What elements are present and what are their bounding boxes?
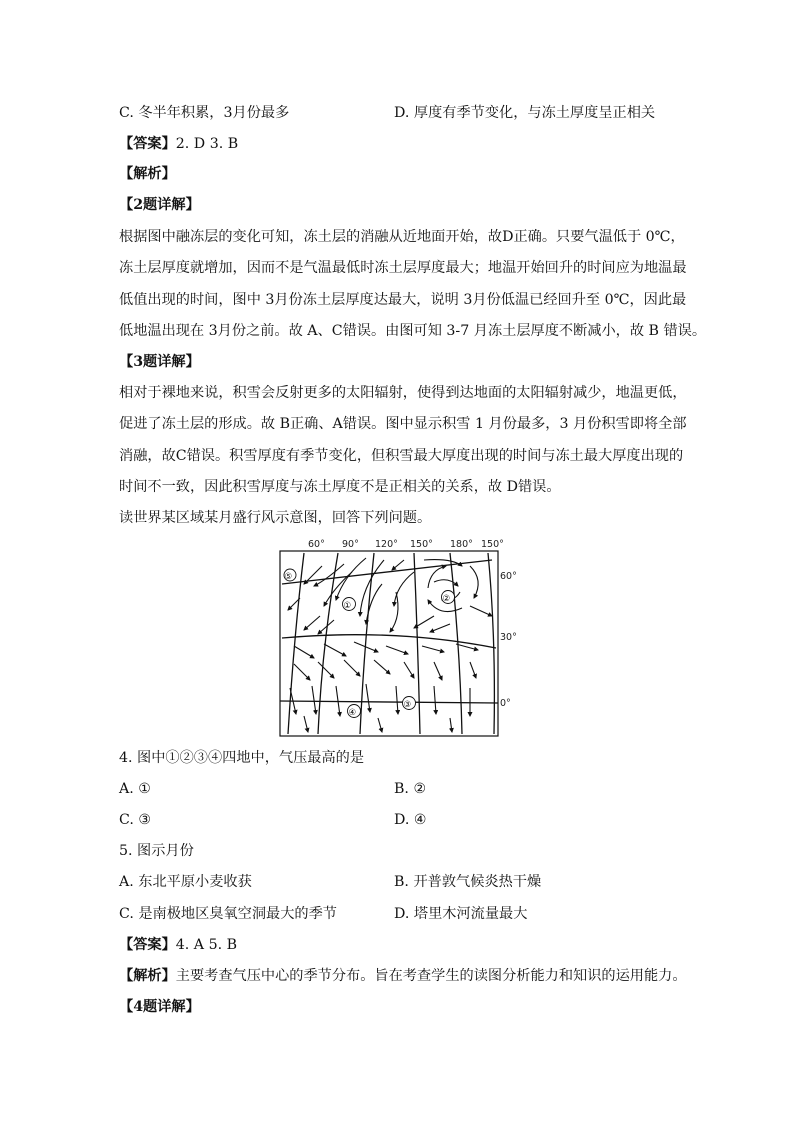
point-1: ① [343,601,352,611]
option-3d: D. 厚度有季节变化，与冻土厚度呈正相关 [394,105,656,121]
point-4: ④ [348,708,357,718]
lon-label: 180° [450,539,473,550]
detail-2-title: 【2题详解】 [119,197,200,213]
answer-text: 2. D 3. B [175,136,239,152]
option-4d: D. ④ [394,812,427,828]
map-frame [280,551,498,736]
wind-map [274,536,520,740]
analysis-label: 【解析】 [119,968,176,984]
detail-2-line: 根据图中融冻层的变化可知，冻土层的消融从近地面开始，故D正确。只要气温低于 0℃， [119,229,685,245]
answer-label: 【答案】 [119,136,176,152]
detail-2-line: 低地温出现在 3月份之前。故 A、C错误。由图可知 3-7 月冻土层厚度不断减小，故 B 错误。 [119,323,707,339]
answer-line-1 [119,134,238,154]
point-3: ③ [403,700,412,710]
detail-3-line: 时间不一致，因此积雪厚度与冻土厚度不是正相关的关系，故 D错误。 [119,479,561,495]
question-5-stem: 5. 图示月份 [119,843,194,859]
lon-label: 150° [410,539,433,550]
lon-label: 60° [308,539,325,550]
option-4c: C. ③ [119,812,152,828]
answer-line-2 [119,935,237,955]
question-4-stem: 4. 图中①②③④四地中，气压最高的是 [119,750,365,766]
option-3c: C. 冬半年积累，3月份最多 [119,105,290,121]
lat-label: 60° [500,571,517,582]
answer-label: 【答案】 [119,937,176,953]
question-intro: 读世界某区域某月盛行风示意图，回答下列问题。 [119,510,432,526]
detail-3-line: 消融，故C错误。积雪厚度有季节变化，但积雪最大厚度出现的时间与冻土最大厚度出现的 [119,448,684,464]
option-4b: B. ② [394,781,427,797]
detail-3-line: 相对于裸地来说，积雪会反射更多的太阳辐射，使得到达地面的太阳辐射减少，地温更低， [119,385,687,401]
option-4a: A. ① [119,781,151,797]
lat-label: 30° [500,632,517,643]
point-5: ⑤ [284,572,293,582]
lon-label: 90° [342,539,359,550]
point-2: ② [442,594,451,604]
option-5a: A. 东北平原小麦收获 [119,874,252,890]
option-5b: B. 开普敦气候炎热干燥 [394,874,542,890]
answer-text: 4. A 5. B [175,937,238,953]
lon-label: 120° [375,539,398,550]
detail-3-line: 促进了冻土层的形成。故 B正确、A错误。图中显示积雪 1 月份最多，3 月份积雪即将全部 [119,416,687,432]
analysis-text: 主要考查气压中心的季节分布。旨在考查学生的读图分析能力和知识的运用能力。 [175,968,687,984]
lat-label: 0° [500,698,511,709]
option-5d: D. 塔里木河流量最大 [394,906,528,922]
detail-4-title: 【4题详解】 [119,999,200,1015]
analysis-label: 【解析】 [119,166,176,182]
detail-2-line: 低值出现的时间，图中 3月份冻土层厚度达最大，说明 3月份低温已经回升至 0℃，因此最 [119,292,687,308]
detail-2-line: 冻土层厚度就增加，因而不是气温最低时冻土层厚度最大；地温开始回升的时间应为地温最 [119,260,687,276]
detail-3-title: 【3题详解】 [119,354,200,370]
lon-label: 150° [481,539,504,550]
analysis-line [119,966,687,986]
option-5c: C. 是南极地区臭氧空洞最大的季节 [119,906,337,922]
